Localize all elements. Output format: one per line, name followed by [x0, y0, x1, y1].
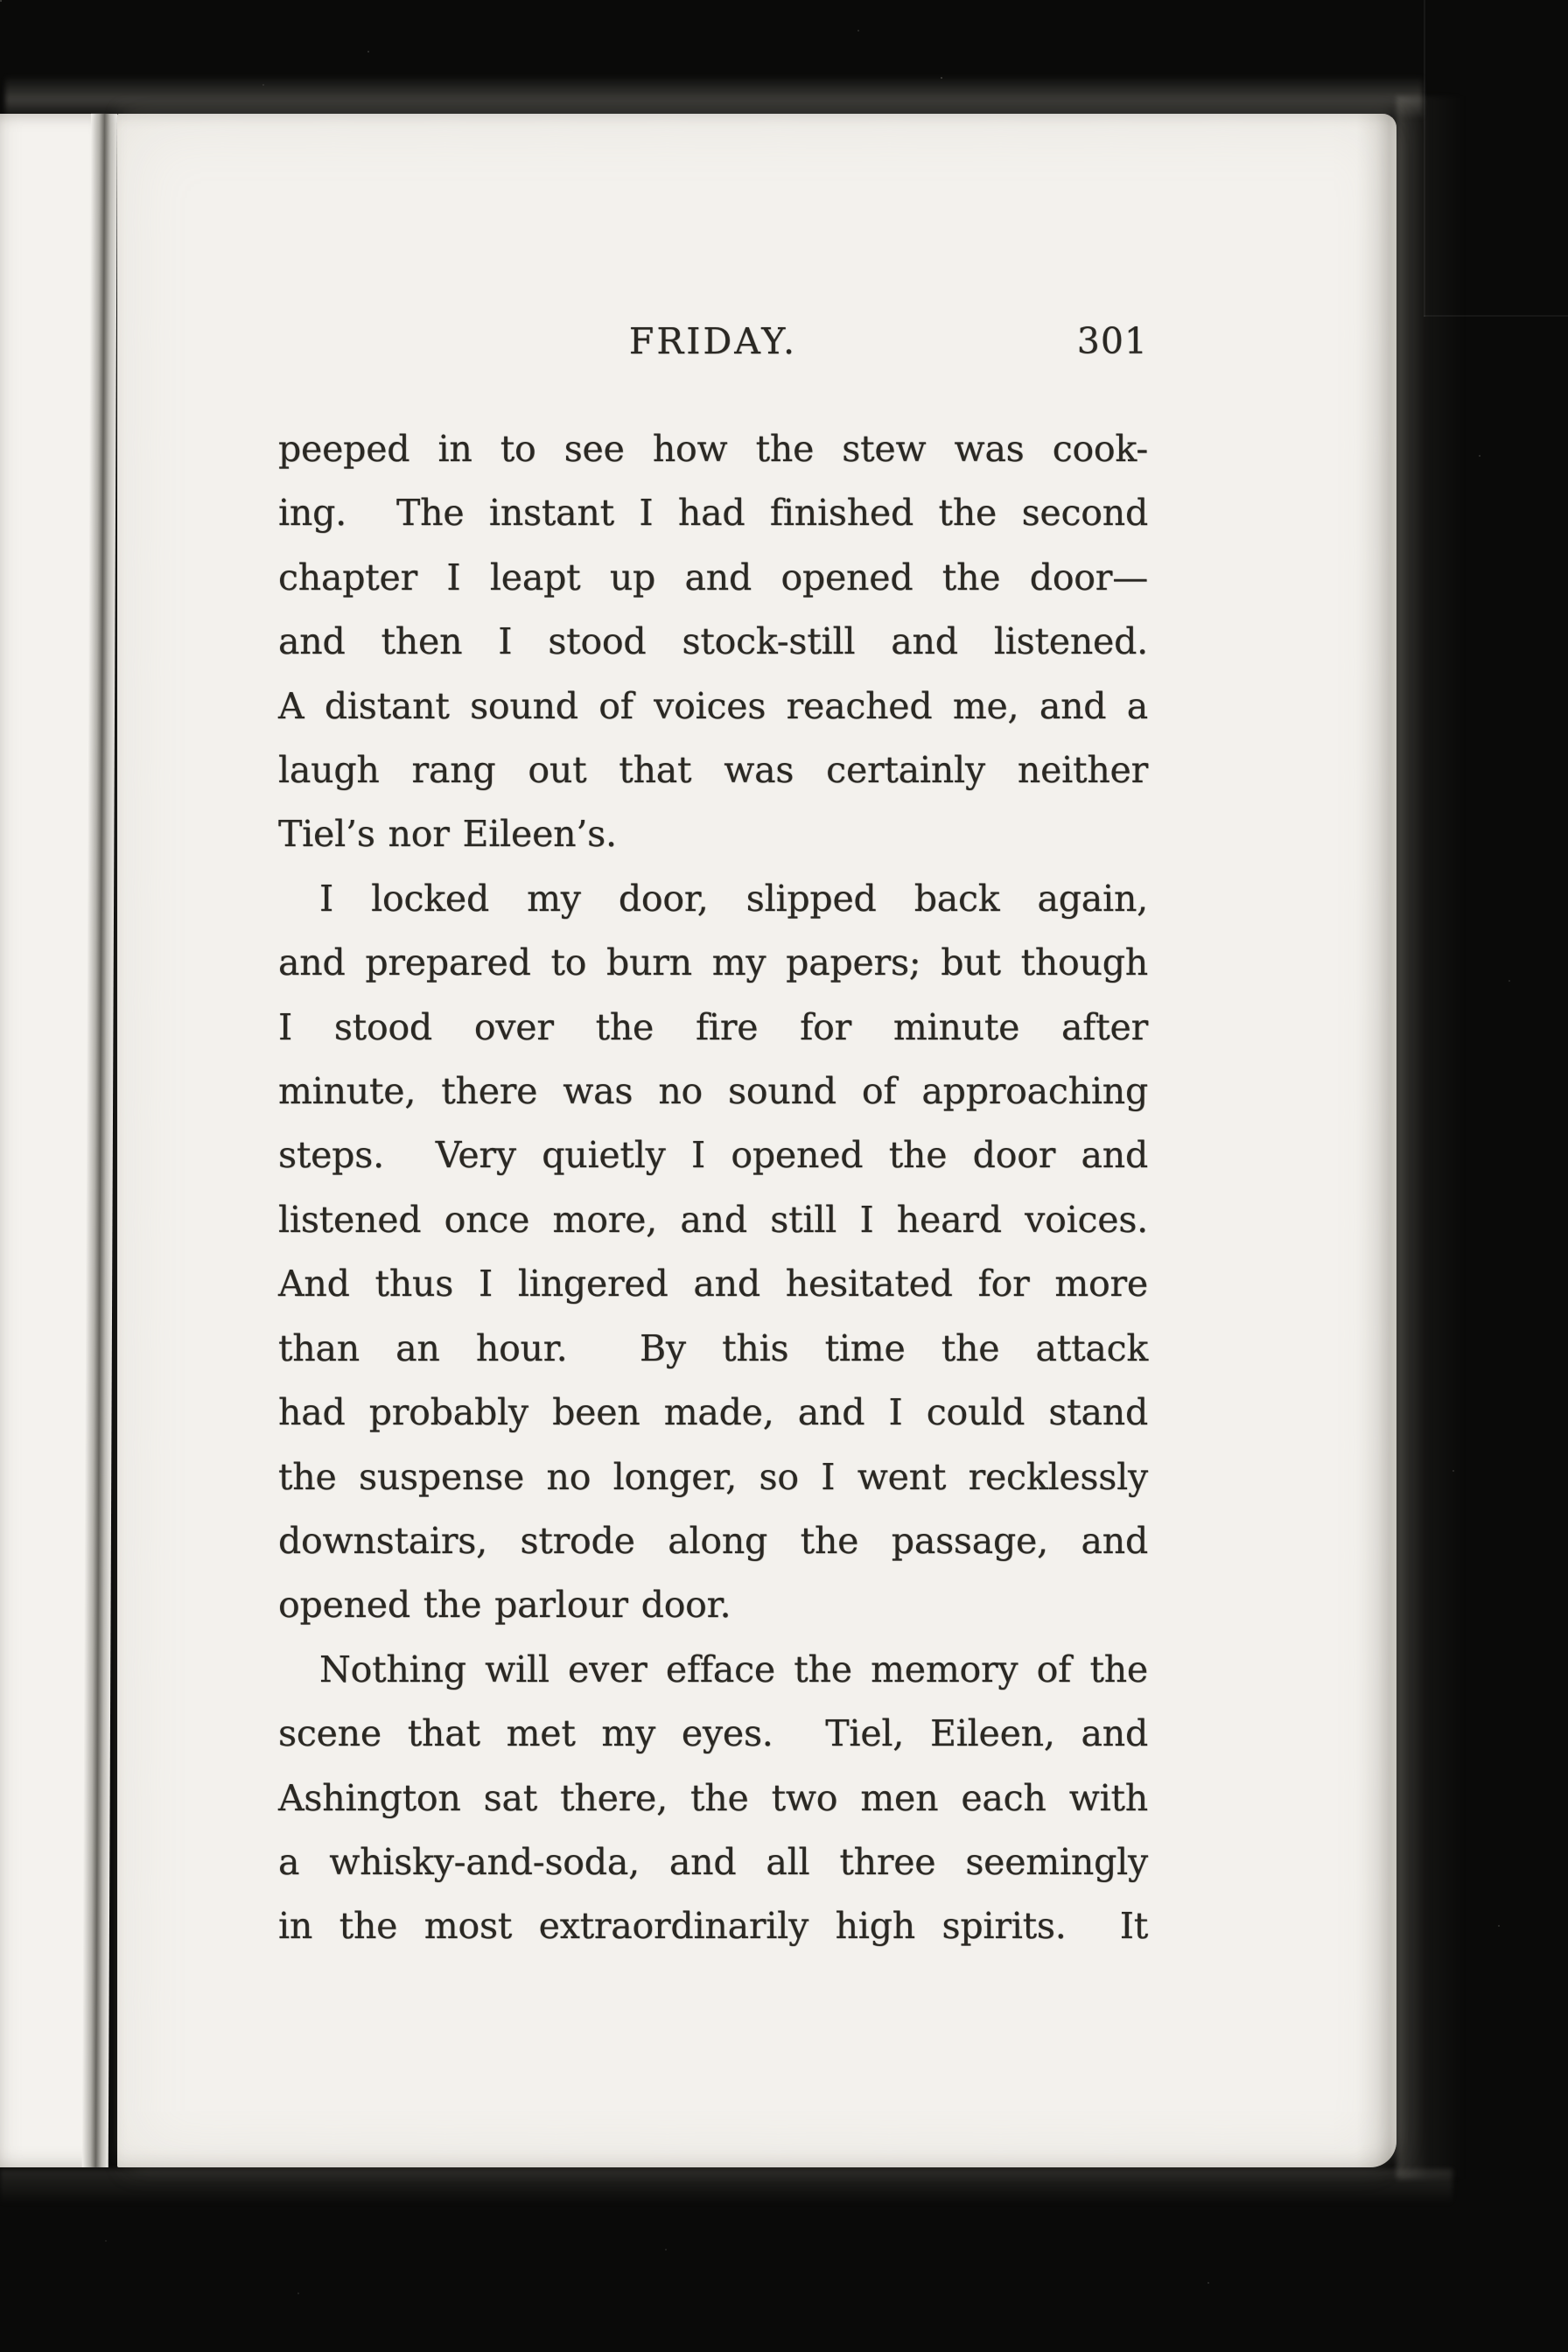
- top-rim-highlight: [5, 75, 1423, 117]
- text-line: in the most extraordinarily high spirits. It: [278, 1905, 1148, 1948]
- text-line: A distant sound of voices reached me, and a: [278, 684, 1148, 727]
- text-line: scene that met my eyes. Tiel, Eileen, and: [278, 1712, 1148, 1755]
- text-line: ing. The instant I had finished the second: [278, 492, 1148, 535]
- text-line: peeped in to see how the stew was cook-: [278, 428, 1148, 470]
- page-title: FRIDAY.: [628, 320, 798, 362]
- running-header: [278, 318, 1148, 364]
- page-text: [278, 417, 1148, 1959]
- scanner-seam-vertical: [1424, 0, 1425, 317]
- text-line: than an hour. By this time the attack: [278, 1326, 1148, 1369]
- text-line: Ashington sat there, the two men each with: [278, 1776, 1148, 1819]
- text-line: and then I stood stock-still and listened.: [278, 620, 1148, 663]
- text-line: and prepared to burn my papers; but though: [278, 942, 1148, 984]
- text-line: had probably been made, and I could stand: [278, 1391, 1148, 1434]
- text-line: I locked my door, slipped back again,: [319, 877, 1148, 920]
- text-line: opened the parlour door.: [278, 1584, 732, 1627]
- scanner-seam-horizontal: [1424, 315, 1568, 317]
- text-line: listened once more, and still I heard voices.: [278, 1198, 1148, 1241]
- text-line: a whisky-and-soda, and all three seemingly: [278, 1840, 1148, 1883]
- book-page: [117, 114, 1396, 2167]
- bottom-rim-highlight: [0, 2169, 1452, 2211]
- scanner-dust-specks: [0, 0, 2, 2]
- text-line: minute, there was no sound of approaching: [278, 1070, 1148, 1113]
- right-rim-highlight: [1396, 96, 1465, 2179]
- text-line: And thus I lingered and hesitated for more: [278, 1263, 1148, 1306]
- text-line: I stood over the fire for minute after: [278, 1005, 1148, 1048]
- text-line: steps. Very quietly I opened the door and: [278, 1134, 1148, 1177]
- text-line: laugh rang out that was certainly neither: [278, 749, 1148, 792]
- text-line: Nothing will ever efface the memory of the: [319, 1648, 1148, 1690]
- text-line: chapter I leapt up and opened the door—: [278, 556, 1148, 598]
- text-line: Tiel’s nor Eileen’s.: [278, 813, 617, 856]
- text-line: downstairs, strode along the passage, and: [278, 1519, 1148, 1562]
- page-number: 301: [1076, 320, 1148, 362]
- text-line: the suspense no longer, so I went recklessly: [278, 1455, 1148, 1498]
